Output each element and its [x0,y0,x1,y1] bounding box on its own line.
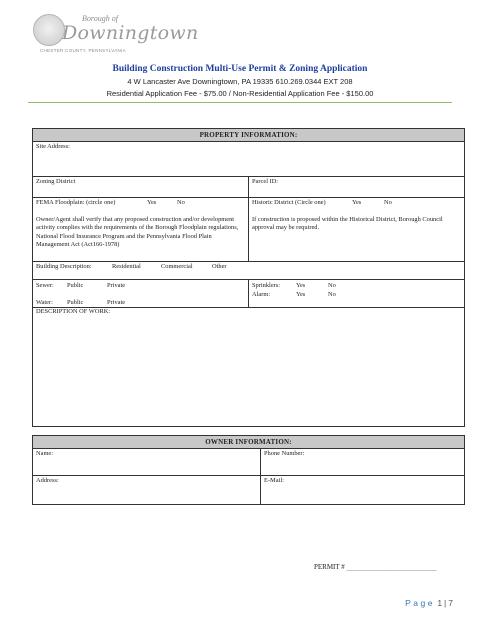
sprinklers-yes-option[interactable]: Yes [296,282,306,289]
divider [32,197,465,198]
divider [248,279,249,307]
page-separator: | [444,598,447,608]
sprinklers-no-option[interactable]: No [328,282,336,289]
parcel-id-field[interactable]: Parcel ID: [252,178,279,185]
property-information-section [32,128,465,427]
page-word: Page [405,598,435,608]
owner-email-field[interactable]: E-Mail: [264,477,284,484]
form-title: Building Construction Multi-Use Permit & Zoning Application [112,64,368,74]
water-private-option[interactable]: Private [107,299,126,306]
historic-note: If construction is proposed within the Historical District, Borough Council approval may be required. [252,216,443,232]
divider [32,261,465,262]
historic-yes-option[interactable]: Yes [352,199,362,206]
owner-name-field[interactable]: Name: [36,450,54,457]
fema-no-option[interactable]: No [177,199,185,206]
water-public-option[interactable]: Public [67,299,84,306]
logo-borough-of: Borough of [82,14,118,23]
alarm-yes-option[interactable]: Yes [296,291,306,298]
divider [248,176,249,261]
permit-number-field[interactable] [314,563,437,572]
zoning-district-field[interactable]: Zoning District [36,178,76,185]
sewer-public-option[interactable]: Public [67,282,84,289]
property-information-heading: PROPERTY INFORMATION: [33,129,464,141]
building-description-label: Building Description: [36,263,92,270]
building-residential-option[interactable]: Residential [112,263,141,270]
sewer-label: Sewer: [36,282,54,289]
divider [32,475,465,476]
borough-seal-logo [33,14,65,46]
historic-no-option[interactable]: No [384,199,392,206]
sprinklers-label: Sprinklers: [252,282,281,289]
floodplain-note: Owner/Agent shall verify that any proposed construction and/or development activity complies with the requirements of the Borough Floodplain regulations, National Flood Insurance Program and the Pennsylvania Flood Plain Management Act (Act166-1978) [36,216,239,248]
alarm-label: Alarm: [252,291,271,298]
sewer-private-option[interactable]: Private [107,282,126,289]
page-current: 1 [437,598,443,608]
page-total: 7 [448,598,453,608]
logo-county: CHESTER COUNTY, PENNSYLVANIA [40,48,126,53]
owner-information-heading: OWNER INFORMATION: [33,436,464,448]
owner-address-field[interactable]: Address: [36,477,59,484]
logo-downingtown: Downingtown [62,22,199,44]
office-address: 4 W Lancaster Ave Downingtown, PA 19335 610.269.0344 EXT 208 [127,77,353,86]
divider [260,448,261,505]
divider [32,448,465,449]
building-other-option[interactable]: Other [212,263,227,270]
header-divider [28,102,452,103]
alarm-no-option[interactable]: No [328,291,336,298]
fema-yes-option[interactable]: Yes [147,199,157,206]
owner-phone-field[interactable]: Phone Number: [264,450,305,457]
building-commercial-option[interactable]: Commercial [161,263,193,270]
description-of-work-field[interactable]: DESCRIPTION OF WORK: [36,308,111,315]
historic-district-label: Historic District (Circle one) [252,199,326,206]
fema-floodplain-label: FEMA Floodplain: (circle one) [36,199,116,206]
permit-number-blank: ___________________________ [346,565,437,571]
water-label: Water: [36,299,53,306]
page-footer [405,598,453,608]
site-address-field[interactable]: Site Address: [36,143,70,150]
application-fees: Residential Application Fee - $75.00 / Non-Residential Application Fee - $150.00 [106,89,374,98]
permit-number-label: PERMIT # [314,563,345,571]
divider [32,141,465,142]
